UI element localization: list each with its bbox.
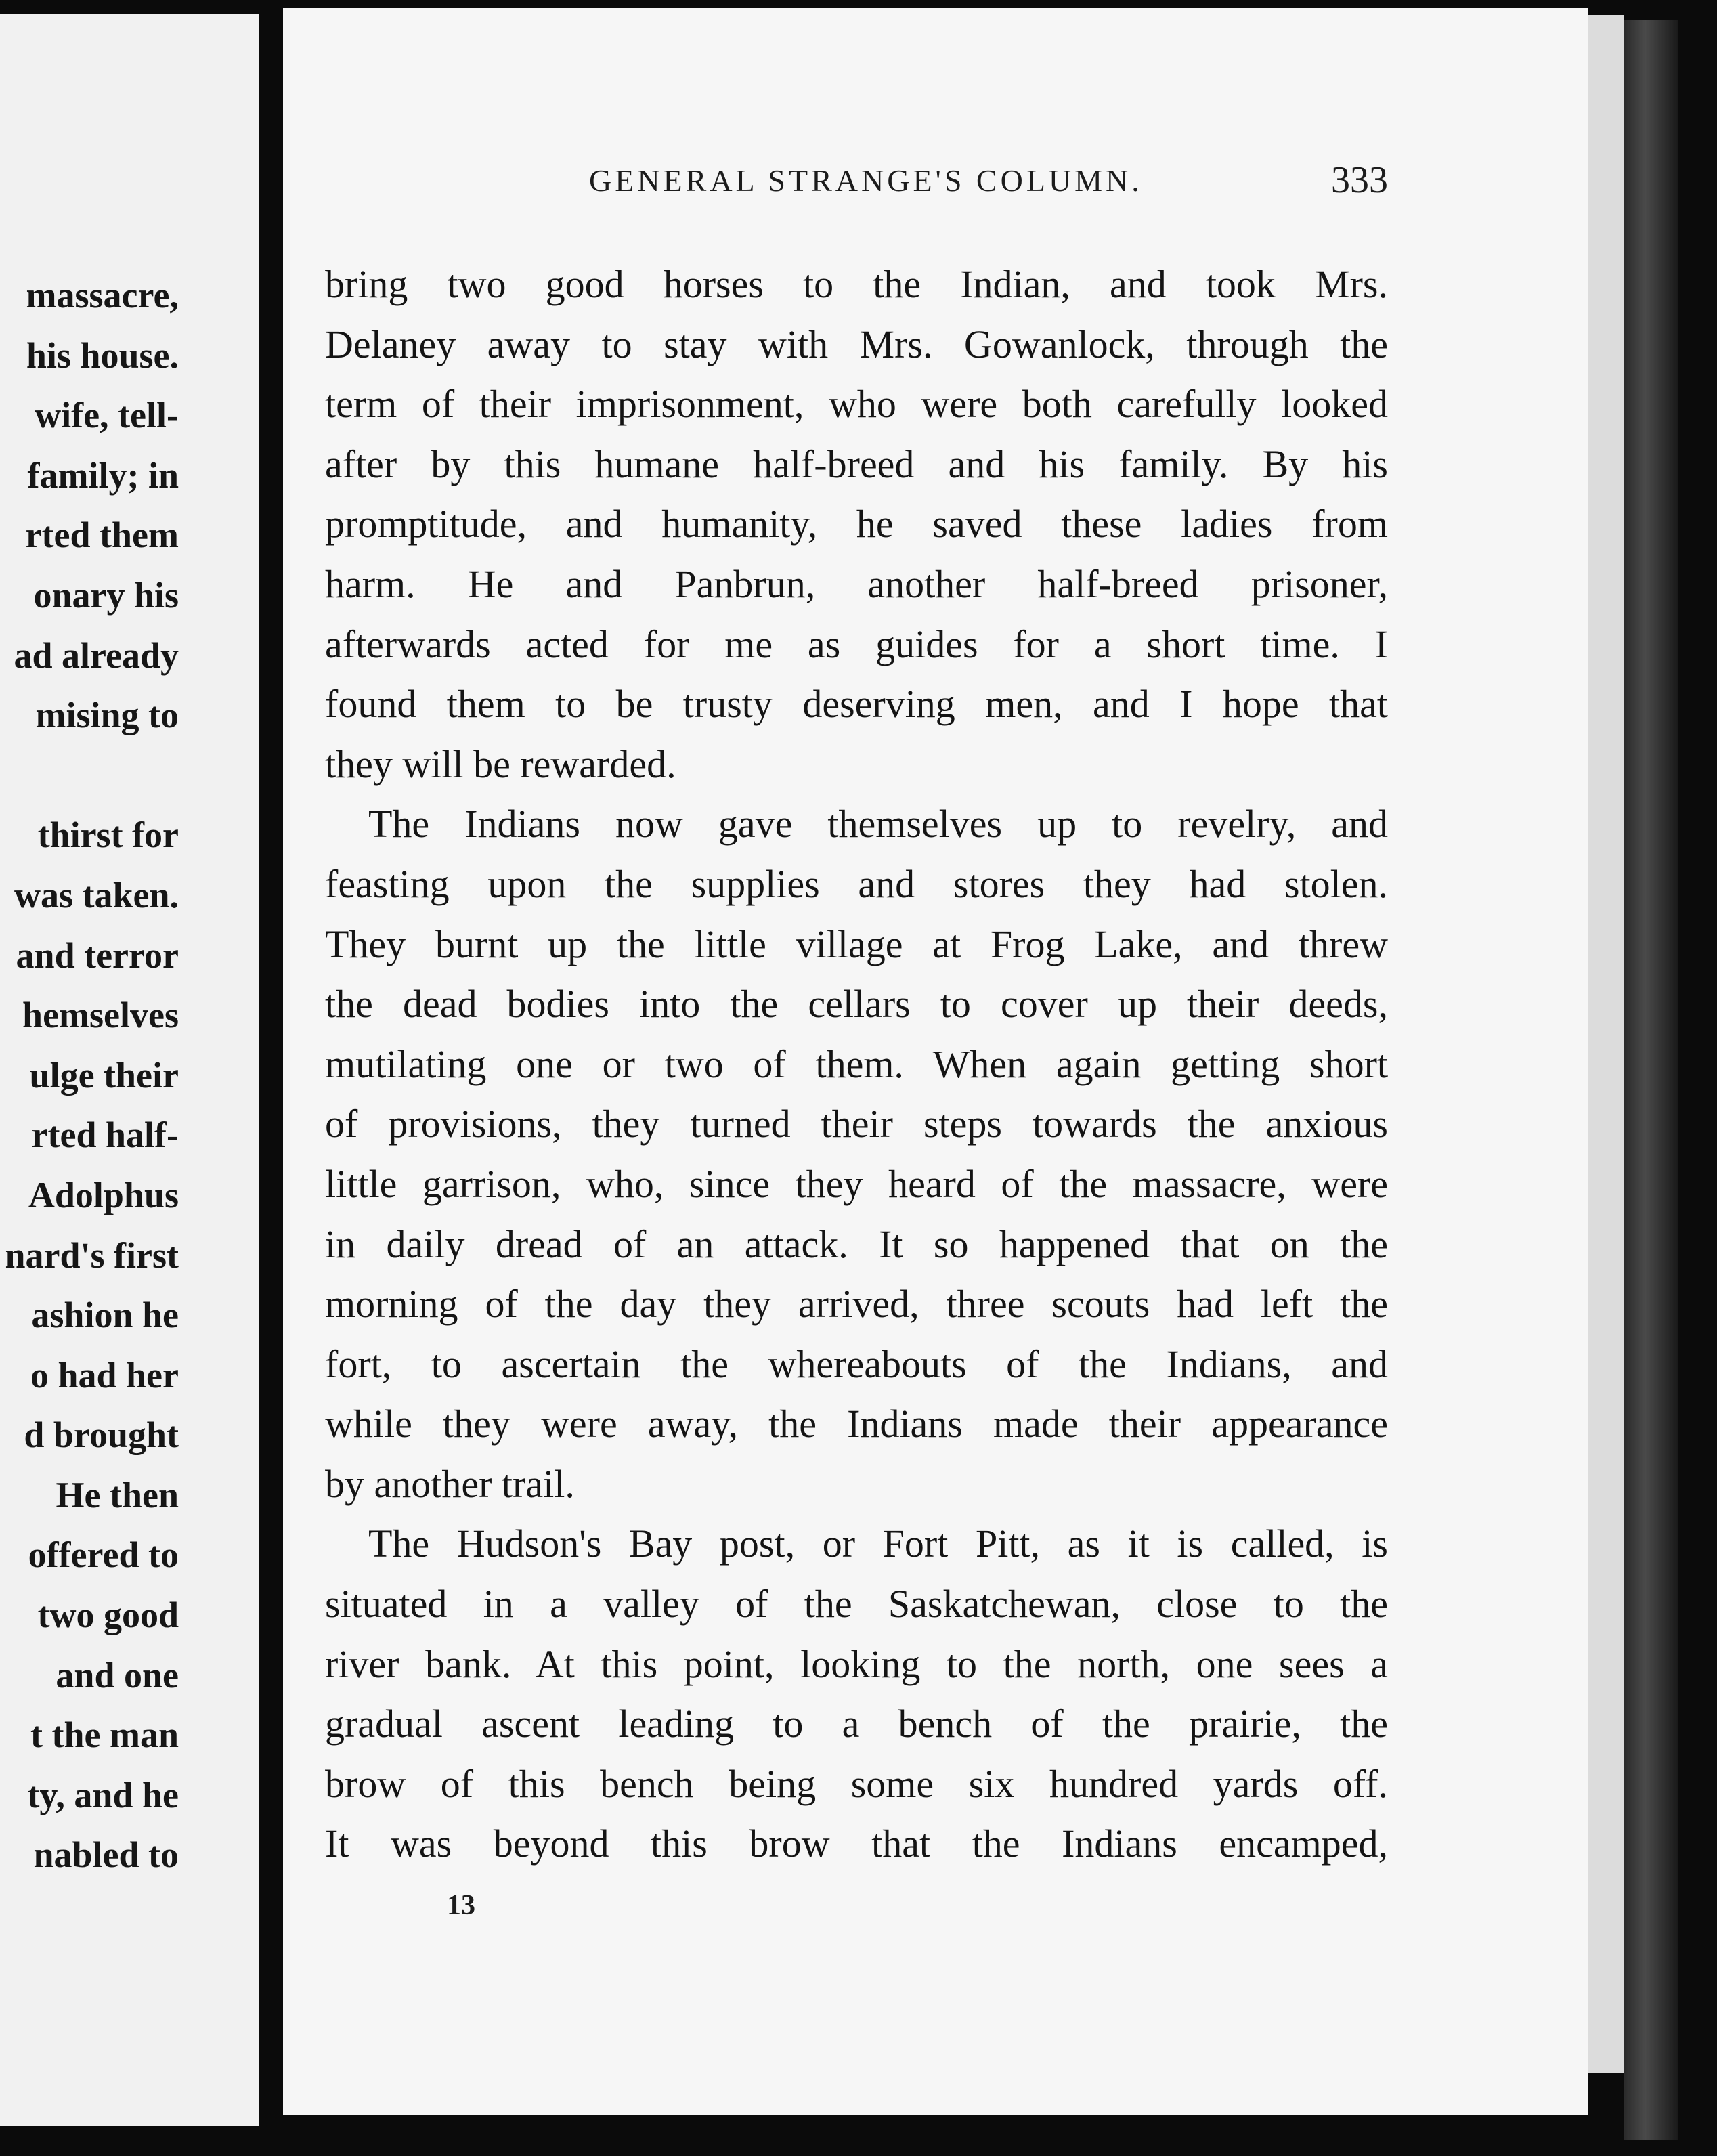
text-line: morning of the day they arrived, three scouts had left the — [325, 1282, 1388, 1327]
text-line: They burnt up the little village at Frog Lake, and threw — [325, 922, 1388, 966]
paragraph — [325, 794, 1388, 1514]
left-page-line: t the man — [30, 1715, 179, 1756]
left-page-text — [0, 265, 179, 1885]
text-line: situated in a valley of the Saskatchewan, close to the — [325, 1582, 1388, 1626]
signature-mark: 13 — [447, 1890, 475, 1921]
paragraph — [325, 1514, 1388, 1874]
left-page-line: family; in — [27, 454, 179, 496]
left-page-line: wife, tell- — [35, 395, 179, 436]
running-title: GENERAL STRANGE'S COLUMN. — [589, 163, 1143, 198]
left-page-line: ty, and he — [27, 1774, 179, 1815]
left-page-line: d brought — [24, 1415, 179, 1456]
left-page-line: offered to — [28, 1534, 179, 1576]
text-line: fort, to ascertain the whereabouts of the Indians, and — [325, 1341, 1388, 1386]
left-page-line: o had her — [30, 1354, 179, 1396]
paragraph — [325, 255, 1388, 794]
text-line: It was beyond this brow that the Indians encamped, — [325, 1821, 1388, 1866]
left-page-line: nabled to — [33, 1834, 179, 1876]
left-page-line: rted half- — [31, 1115, 179, 1156]
left-page-line: onary his — [33, 574, 179, 616]
text-line: they will be rewarded. — [325, 741, 676, 786]
text-line: mutilating one or two of them. When again getting short — [325, 1041, 1388, 1086]
text-line: found them to be trusty deserving men, and I hope that — [325, 682, 1388, 727]
left-page-line: and terror — [16, 934, 179, 976]
book-gutter — [259, 0, 283, 2156]
text-line: after by this humane half-breed and his family. By his — [325, 441, 1388, 486]
text-line: term of their imprisonment, who were both carefully looked — [325, 382, 1388, 427]
page-header — [325, 159, 1388, 210]
left-page-line: ulge their — [29, 1054, 179, 1096]
text-line: harm. He and Panbrun, another half-breed prisoner, — [325, 561, 1388, 606]
left-page-line — [0, 746, 179, 806]
left-page-line: was taken. — [14, 874, 179, 915]
text-line: while they were away, the Indians made their appearance — [325, 1402, 1388, 1446]
text-line: feasting upon the supplies and stores they had stolen. — [325, 861, 1388, 906]
left-page-line: nard's first — [5, 1234, 179, 1276]
text-line: Delaney away to stay with Mrs. Gowanlock, through the — [325, 322, 1388, 366]
left-page-line: two good — [37, 1595, 179, 1636]
text-line: little garrison, who, since they heard of the massacre, were — [325, 1161, 1388, 1206]
body-text — [325, 255, 1388, 1874]
text-line: gradual ascent leading to a bench of the prairie, the — [325, 1702, 1388, 1746]
text-line: promptitude, and humanity, he saved these ladies from — [325, 502, 1388, 546]
text-line: by another trail. — [325, 1461, 575, 1506]
left-page-line: thirst for — [37, 815, 179, 856]
left-page-line: rted them — [25, 515, 179, 556]
left-page-line: and one — [56, 1654, 179, 1696]
text-line: of provisions, they turned their steps towards the anxious — [325, 1102, 1388, 1146]
left-page-line: hemselves — [22, 995, 179, 1036]
text-line: bring two good horses to the Indian, and took Mrs. — [325, 262, 1388, 306]
text-line: in daily dread of an attack. It so happened that on the — [325, 1222, 1388, 1266]
book-cover-edge — [1624, 20, 1678, 2140]
left-page-line: ad already — [14, 634, 179, 676]
left-page — [0, 14, 259, 2126]
left-page-line: ashion he — [31, 1295, 179, 1336]
text-line: The Hudson's Bay post, or Fort Pitt, as it is called, is — [368, 1522, 1388, 1566]
text-line: The Indians now gave themselves up to revelry, and — [368, 802, 1388, 846]
left-page-line: He then — [56, 1474, 179, 1515]
left-page-line: mising to — [35, 695, 179, 736]
text-line: brow of this bench being some six hundred yards off. — [325, 1761, 1388, 1806]
text-line: afterwards acted for me as guides for a short time. I — [325, 622, 1388, 666]
page-edge — [1588, 15, 1624, 2073]
left-page-line: massacre, — [26, 275, 179, 316]
text-line: the dead bodies into the cellars to cover up their deeds, — [325, 982, 1388, 1027]
left-page-line: his house. — [26, 335, 179, 376]
text-line: river bank. At this point, looking to the north, one sees a — [325, 1641, 1388, 1686]
left-page-line: Adolphus — [28, 1174, 179, 1215]
page-number: 333 — [1331, 159, 1388, 201]
